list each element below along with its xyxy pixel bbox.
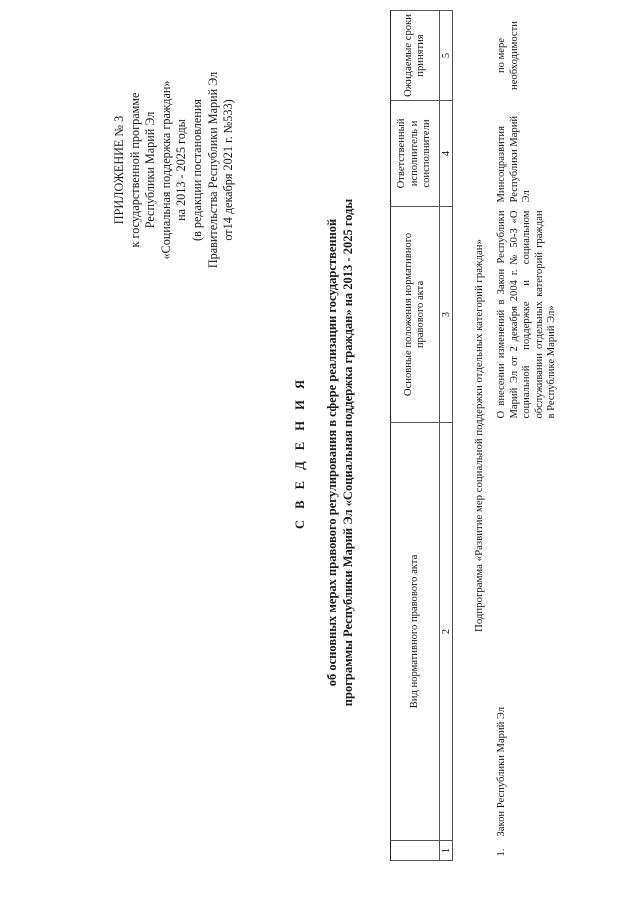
table-row (493, 11, 561, 861)
appendix-line: к государственной программе (127, 92, 142, 248)
appendix-line: (в редакции постановления (189, 99, 204, 241)
column-number: 3 (440, 207, 453, 423)
column-number: 1 (440, 841, 453, 861)
appendix-line: «Социальная поддержка граждан» (158, 80, 173, 260)
column-number: 5 (440, 11, 453, 101)
row-term: по мере необходимости (496, 21, 520, 90)
column-number: 4 (440, 101, 453, 207)
column-number-row (440, 11, 453, 861)
appendix-line: ПРИЛОЖЕНИЕ № 3 (112, 115, 126, 225)
appendix-line: Республики Марий Эл (143, 111, 158, 229)
measures-table (390, 10, 561, 861)
row-executor: Минсоцразвития Республики Марий Эл (496, 115, 533, 203)
header-number (391, 841, 440, 861)
subprogram-row (453, 11, 494, 861)
document-subtitle-line-1: об основных мерах правового регулирования в сфере реализации государственной (325, 218, 339, 687)
document-subtitle-line-2: программы Республики Марий Эл «Социальная поддержка граждан» на 2013 - 2025 годы (341, 198, 355, 707)
header-term: Ожидаемые сроки принятия (391, 11, 440, 101)
appendix-header (112, 35, 237, 305)
row-act-type: Закон Республики Марий Эл (496, 706, 508, 837)
document-title: С В Е Д Е Н И Я (293, 376, 307, 529)
row-number: 1. (496, 848, 508, 857)
row-provisions: О внесении изменений в Закон Республики Марий Эл от 2 декабря 2004 г. № 50-З «О социальной поддержке и социальном обслуживании отдельных категорий граждан в Республике Марий Эл» (496, 210, 558, 419)
appendix-line: Правительства Республики Марий Эл (205, 71, 220, 269)
appendix-line: на 2013 - 2025 годы (174, 119, 189, 221)
header-executor: Ответственный исполнитель и соисполнители (391, 101, 440, 207)
header-act-type: Вид нормативного правового акта (391, 423, 440, 841)
appendix-line: от14 декабря 2021 г. №533) (221, 99, 236, 241)
column-number: 2 (440, 423, 453, 841)
table-header-row (391, 11, 440, 861)
header-provisions: Основные положения нормативного правового акта (391, 207, 440, 423)
subprogram-title: Подпрограмма «Развитие мер социальной поддержки отдельных категорий граждан» (473, 239, 485, 632)
